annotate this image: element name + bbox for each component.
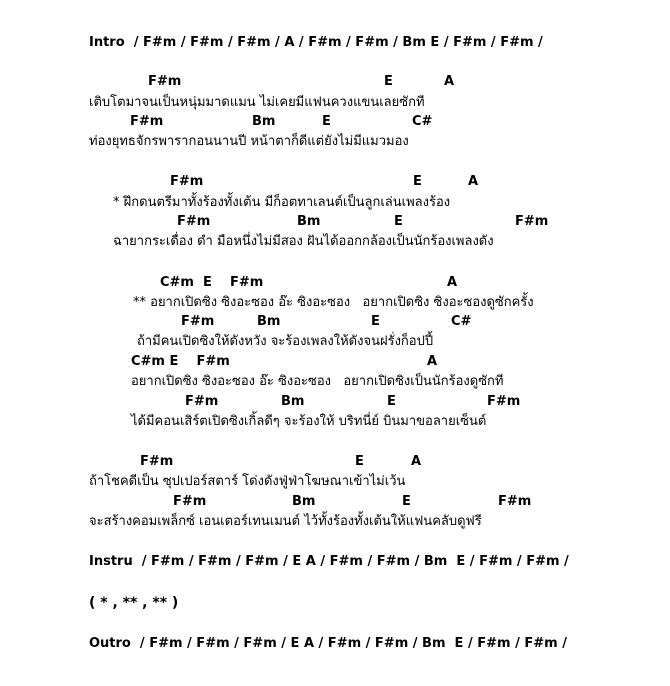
lyric-line: ถ้ามีคนเปิดซิงให้ดังหวัง จะร้องเพลงให้ดังจนฝรั่งก็อปปี้ [137,334,434,349]
chord: F#m [498,494,532,509]
lyric-line: ท่องยุทธจักรพารากอนนานปี หน้าตาก็ดีแต่ยังไม่มีแมวมอง [89,134,409,149]
chord: F#m [140,454,174,469]
instrumental-line: Instru / F#m / F#m / F#m / E A / F#m / F#m / Bm E / F#m / F#m / [89,554,569,569]
chord: E [371,314,380,329]
chord: C#m E F#m [131,354,230,369]
chord: F#m [130,114,164,129]
lyric-line: ได้มีคอนเสิร์ตเปิดซิงเกิ้ลดีๆ จะร้องให้ บริทนี่ย์ บินมาขอลายเซ็นต์ [131,414,487,429]
chord: E [402,494,411,509]
chord: Bm [281,394,305,409]
chord: A [447,275,458,290]
chord: F#m [173,494,207,509]
chord: A [427,354,438,369]
outro-line: Outro / F#m / F#m / F#m / E A / F#m / F#m / Bm E / F#m / F#m / [89,636,567,651]
lyric-line: เติบโตมาจนเป็นหนุ่มมาดแมน ไม่เคยมีแฟนควงแขนเลยซักที [89,95,425,110]
chord: Bm [252,114,276,129]
repeat-marker: ( * , ** , ** ) [89,595,179,611]
chord: E [355,454,364,469]
chord: Bm [292,494,316,509]
lyric-line: * ฝึกดนตรีมาทั้งร้องทั้งเต้น มีก็อตทาเลนต์เป็นลูกเล่นเพลงร้อง [113,195,451,210]
chord: F#m [487,394,521,409]
chord: E [413,174,422,189]
chord: Bm [257,314,281,329]
intro-line: Intro / F#m / F#m / F#m / A / F#m / F#m / Bm E / F#m / F#m / [89,35,543,50]
chord: E [387,394,396,409]
chord: C#m E F#m [160,275,264,290]
lyric-line: ถ้าโชคดีเป็น ซุปเปอร์สตาร์ โด่งดังฟู่ฟ่าโฆษณาเข้าไม่เว้น [89,474,406,489]
chord: C# [451,314,472,329]
chord: E [394,214,403,229]
chord: Bm [297,214,321,229]
chord: F#m [170,174,204,189]
lyric-line: ฉายากระเดื่อง ดำ มือหนึ่งไม่มีสอง ฝันได้ออกกล้องเป็นนักร้องเพลงดัง [113,234,494,249]
chord: F#m [148,74,182,89]
chord: F#m [177,214,211,229]
chord: F#m [515,214,549,229]
chord: A [411,454,422,469]
chord: A [468,174,479,189]
chord: C# [412,114,433,129]
chord: F#m [185,394,219,409]
lyric-line: อยากเปิดซิง ซิงอะซอง อ๊ะ ซิงอะซอง อยากเปิดซิงเป็นนักร้องดูซักที [131,374,504,389]
chord: E [384,74,393,89]
chord: E [322,114,331,129]
lyric-line: ** อยากเปิดซิง ซิงอะซอง อ๊ะ ซิงอะซอง อยากเปิดซิง ซิงอะซองดูซักครั้ง [133,295,534,310]
lyric-line: จะสร้างคอมเพล็กซ์ เอนเตอร์เทนเมนต์ ไว้ทั้งร้องทั้งเต้นให้แฟนคลับดูฟรี [89,514,482,529]
chord: F#m [181,314,215,329]
chord: A [444,74,455,89]
